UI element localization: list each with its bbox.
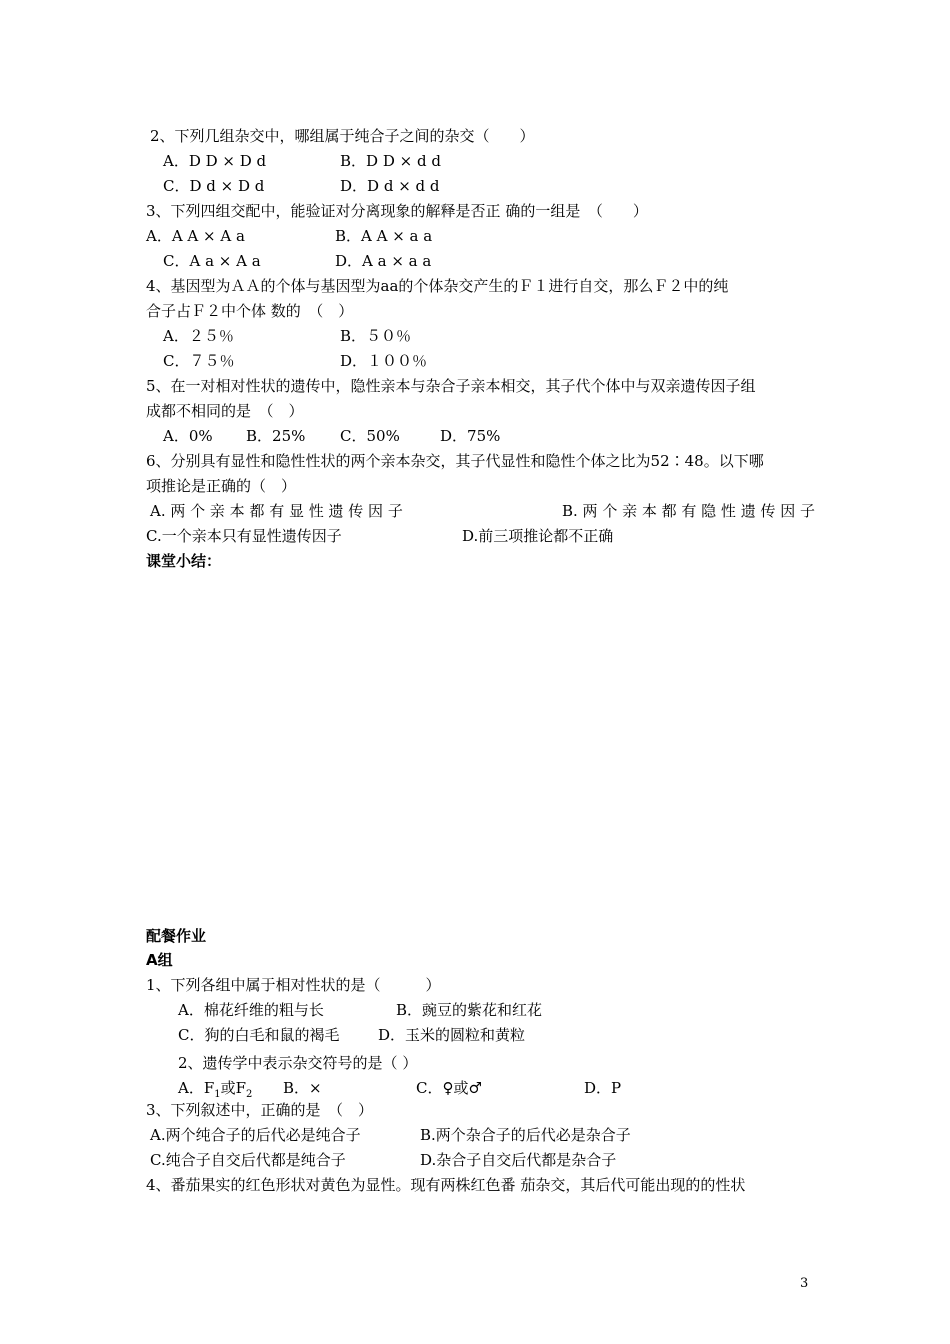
h3-option-b: B.两个杂合子的后代必是杂合子: [420, 1126, 631, 1144]
q4-option-c: C．７５％: [163, 352, 235, 370]
h3-option-d: D.杂合子自交后代都是杂合子: [420, 1151, 617, 1169]
q2-option-d: D．D d × d d: [340, 177, 440, 195]
q5-option-a: A．0%: [163, 427, 213, 445]
q5-stem-line2: 成都不相同的是 （ ）: [146, 402, 304, 420]
q3-option-b: B．A A × a a: [335, 227, 433, 245]
q5-option-b: B．25%: [246, 427, 306, 445]
q5-stem-line1: 5、在一对相对性状的遗传中，隐性亲本与杂合子亲本相交，其子代个体中与双亲遗传因子组: [146, 377, 756, 395]
q5-option-d: D．75%: [440, 427, 501, 445]
q6-option-b: B. 两 个 亲 本 都 有 隐 性 遗 传 因 子: [562, 502, 816, 520]
h2-option-b: B．×: [283, 1079, 322, 1097]
h1-stem: 1、下列各组中属于相对性状的是（ ）: [146, 976, 441, 994]
q6-option-a: A. 两 个 亲 本 都 有 显 性 遗 传 因 子: [150, 502, 403, 520]
q6-stem-line2: 项推论是正确的（ ）: [146, 477, 297, 495]
h2-option-a: A．$F_1$或$F_2$: [178, 1079, 253, 1100]
q4-stem-line2: 合子占Ｆ２中个体 数的 （ ）: [146, 302, 354, 320]
q6-option-d: D.前三项推论都不正确: [462, 527, 614, 545]
q2-option-a: A．D D × D d: [163, 152, 267, 170]
q2-stem: 2、下列几组杂交中，哪组属于纯合子之间的杂交（ ）: [150, 127, 535, 145]
h3-stem: 3、下列叙述中，正确的是 （ ）: [146, 1101, 374, 1119]
summary-heading: 课堂小结：: [146, 552, 222, 570]
h4-stem: 4、番茄果实的红色形状对黄色为显性。现有两株红色番 茄杂交，其后代可能出现的的性状: [146, 1176, 746, 1194]
h3-option-c: C.纯合子自交后代都是纯合子: [150, 1151, 346, 1169]
h3-option-a: A.两个纯合子的后代必是纯合子: [150, 1126, 361, 1144]
q4-option-b: B．５０％: [340, 327, 412, 345]
q4-option-a: A．２５％: [163, 327, 234, 345]
q3-option-c: C．A a × A a: [163, 252, 261, 270]
q2-option-b: B．D D × d d: [340, 152, 441, 170]
h2-option-d: D．P: [584, 1079, 622, 1097]
q3-option-a: A．A A × A a: [146, 227, 245, 245]
h1-option-c: C．狗的白毛和鼠的褐毛: [178, 1026, 340, 1044]
q4-option-d: D．１００％: [340, 352, 428, 370]
h1-option-a: A．棉花纤维的粗与长: [178, 1001, 324, 1019]
group-a-heading: A组: [146, 951, 173, 969]
q6-stem-line1: 6、分别具有显性和隐性性状的两个亲本杂交，其子代显性和隐性个体之比为52∶48。以下哪: [146, 452, 764, 470]
q3-option-d: D．A a × a a: [335, 252, 432, 270]
q6-option-c: C.一个亲本只有显性遗传因子: [146, 527, 342, 545]
h1-option-d: D．玉米的圆粒和黄粒: [378, 1026, 526, 1044]
h2-option-c: C．♀或♂: [416, 1079, 482, 1097]
h1-option-b: B．豌豆的紫花和红花: [396, 1001, 543, 1019]
h2-stem: 2、遗传学中表示杂交符号的是（ ）: [178, 1054, 418, 1072]
homework-heading: 配餐作业: [146, 927, 207, 945]
q3-stem: 3、下列四组交配中，能验证对分离现象的解释是否正 确的一组是 （ ）: [146, 202, 648, 220]
q5-option-c: C．50%: [340, 427, 400, 445]
q4-stem-line1: 4、基因型为ＡＡ的个体与基因型为aa的个体杂交产生的Ｆ１进行自交，那么Ｆ２中的纯: [146, 277, 729, 295]
q2-option-c: C．D d × D d: [163, 177, 265, 195]
page-number: 3: [800, 1276, 809, 1291]
